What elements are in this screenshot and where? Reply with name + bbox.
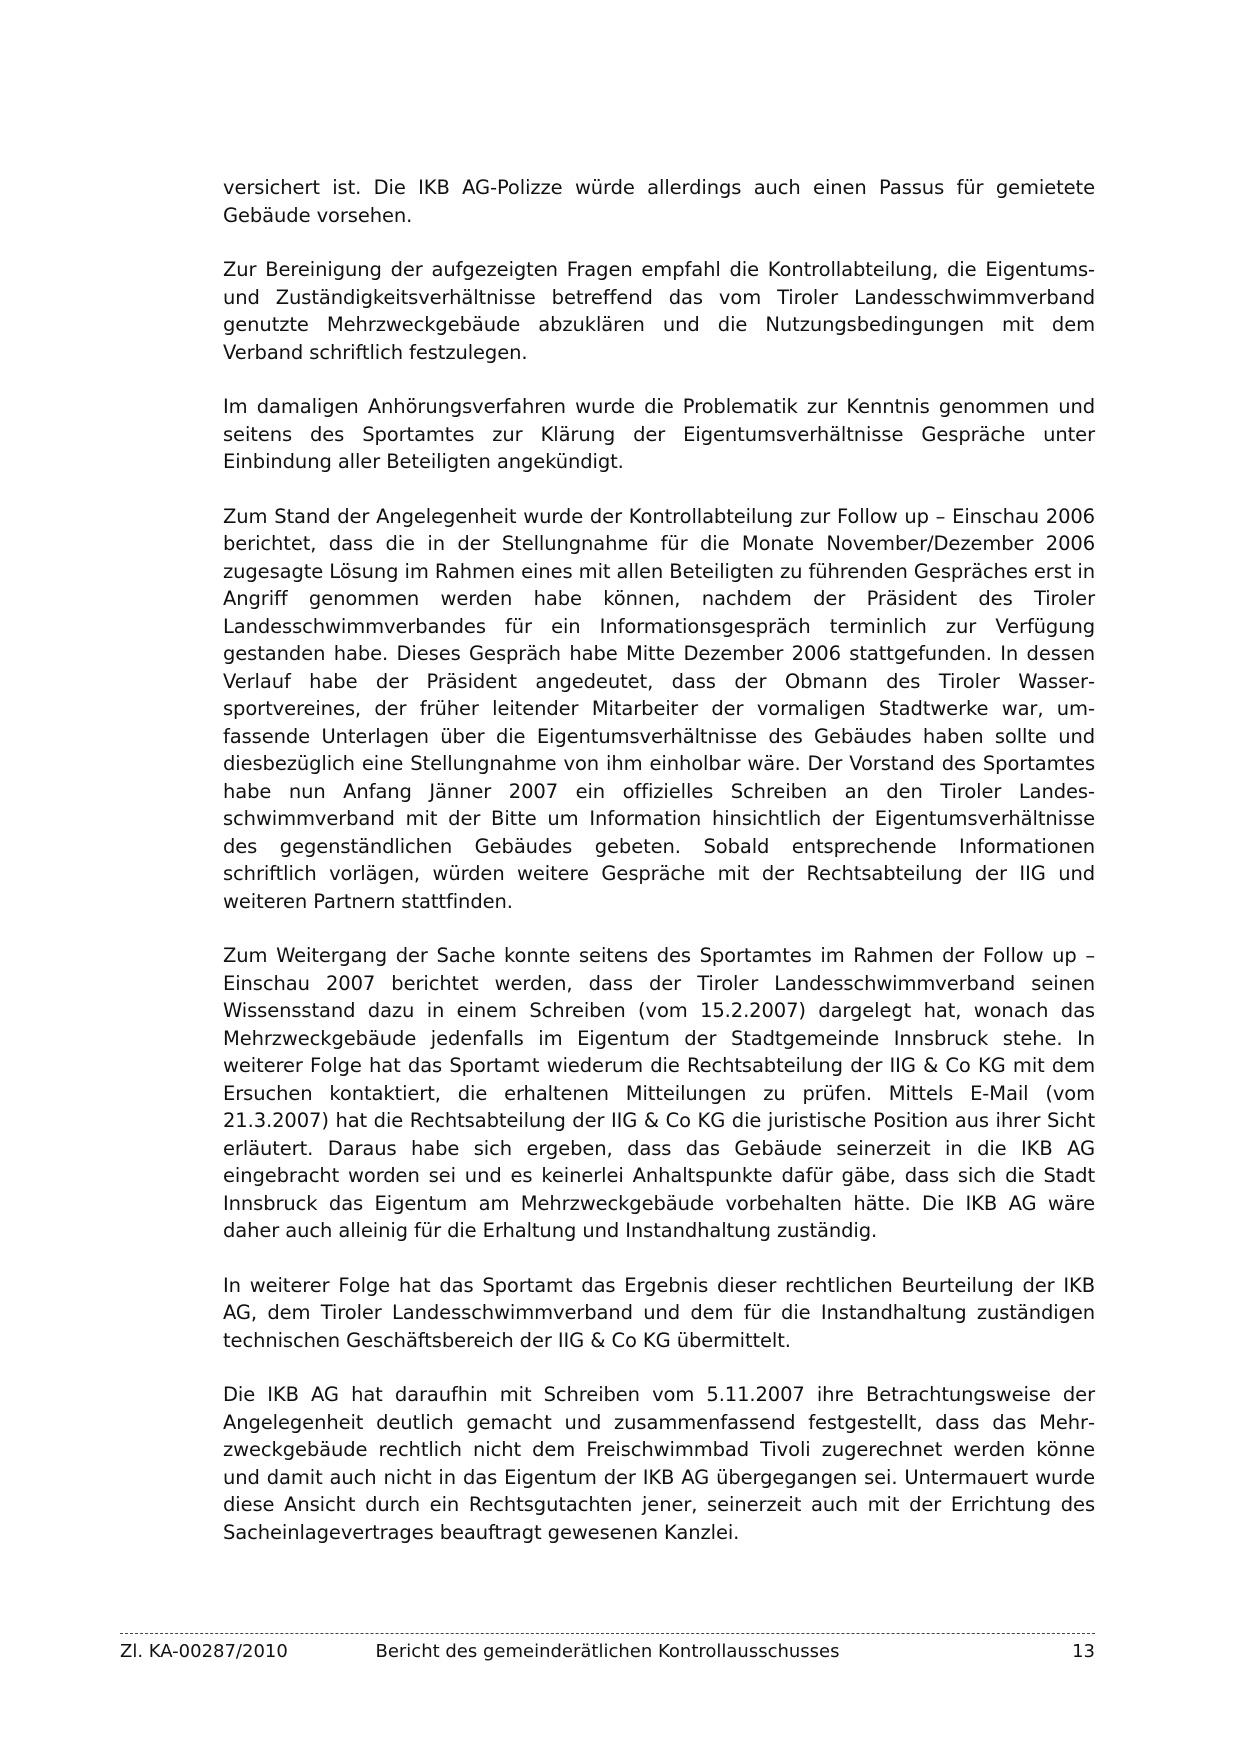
- page-number: 13: [1072, 1641, 1095, 1662]
- paragraph: In weiterer Folge hat das Sportamt das Ergebnis dieser rechtlichen Beurteilung der IKB AG, dem Tiroler Landesschwimmverband und dem für die Instandhaltung zuständigen technischen Geschäftsbereich der IIG & Co KG übermittelt.: [223, 1273, 1095, 1352]
- paragraph: Im damaligen Anhörungsverfahren wurde die Problematik zur Kenntnis genommen und seitens des Sportamtes zur Klärung der Eigentumsverhältnisse Gespräche unter Einbindung aller Beteiligten angekündigt.: [223, 395, 1095, 473]
- paragraph: Zum Stand der Angelegenheit wurde der Kontrollabteilung zur Follow up – Einschau 2006 berichtet, dass die in der Stellungnahme für die Monate November/Dezember 2006 zugesagte Lösung im Rahmen eines mit allen Beteiligten zu führenden Gespräches erst in Angriff genommen werden habe können, nachdem der Präsident des Tiroler Landesschwimmverbandes für ein Informationsgespräch terminlich zur Verfügung gestanden habe. Dieses Gespräch habe Mitte Dezember 2006 stattgefunden. In dessen Verlauf habe der Präsident angedeutet, dass der Obmann des Tiroler Wassersportvereines, der früher leitender Mitarbeiter der vormaligen Stadtwerke war, umfassende Unterlagen über die Eigentumsverhältnisse des Gebäudes haben sollte und diesbezüglich eine Stellungnahme von ihm einholbar wäre. Der Vorstand des Sportamtes habe nun Anfang Jänner 2007 ein offizielles Schreiben an den Tiroler Landesschwimmverband mit der Bitte um Information hinsichtlich der Eigentumsverhältnisse des gegenständlichen Gebäudes gebeten. Sobald entsprechende Informationen schriftlich vorlägen, würden weitere Gespräche mit der Rechtsabteilung der IIG und weiteren Partnern stattfinden.: [223, 504, 1095, 913]
- footer-reference: Zl. KA-00287/2010: [120, 1641, 288, 1662]
- body-text: [223, 174, 1095, 1573]
- page-footer: [120, 1640, 1095, 1666]
- paragraph: Die IKB AG hat daraufhin mit Schreiben vom 5.11.2007 ihre Betrachtungsweise der Angelegenheit deutlich gemacht und zusammenfassend festgestellt, dass das Mehrzweckgebäude rechtlich nicht dem Freischwimmbad Tivoli zugerechnet werden könne und damit auch nicht in das Eigentum der IKB AG übergegangen sei. Untermauert wurde diese Ansicht durch ein Rechtsgutachten jener, seinerzeit auch mit der Errichtung des Sacheinlagevertrages beauftragt gewesenen Kanzlei.: [223, 1383, 1095, 1544]
- paragraph: Zum Weitergang der Sache konnte seitens des Sportamtes im Rahmen der Follow up – Einschau 2007 berichtet werden, dass der Tiroler Landesschwimmverband seinen Wissensstand dazu in einem Schreiben (vom 15.2.2007) dargelegt hat, wonach das Mehrzweckgebäude jedenfalls im Eigentum der Stadtgemeinde Innsbruck stehe. In weiterer Folge hat das Sportamt wiederum die Rechtsabteilung der IIG & Co KG mit dem Ersuchen kontaktiert, die erhaltenen Mitteilungen zu prüfen. Mittels E-Mail (vom 21.3.2007) hat die Rechtsabteilung der IIG & Co KG die juristische Position aus ihrer Sicht erläutert. Daraus habe sich ergeben, dass das Gebäude seinerzeit in die IKB AG eingebracht worden sei und es keinerlei Anhaltspunkte dafür gäbe, dass sich die Stadt Innsbruck das Eigentum am Mehrzweckgebäude vorbehalten hätte. Die IKB AG wäre daher auch alleinig für die Erhaltung und Instandhaltung zuständig.: [223, 944, 1095, 1242]
- footer-title: Bericht des gemeinderätlichen Kontrollausschusses: [375, 1641, 840, 1662]
- paragraph: Zur Bereinigung der aufgezeigten Fragen empfahl die Kontrollabteilung, die Eigentums- und Zuständigkeitsverhältnisse betreffend das vom Tiroler Landesschwimmverband genutzte Mehrzweckgebäude abzuklären und die Nutzungsbedingungen mit dem Verband schriftlich festzulegen.: [223, 258, 1095, 364]
- footer-divider: [120, 1633, 1095, 1634]
- paragraph: versichert ist. Die IKB AG-Polizze würde allerdings auch einen Passus für gemietete Gebäude vorsehen.: [223, 176, 1095, 227]
